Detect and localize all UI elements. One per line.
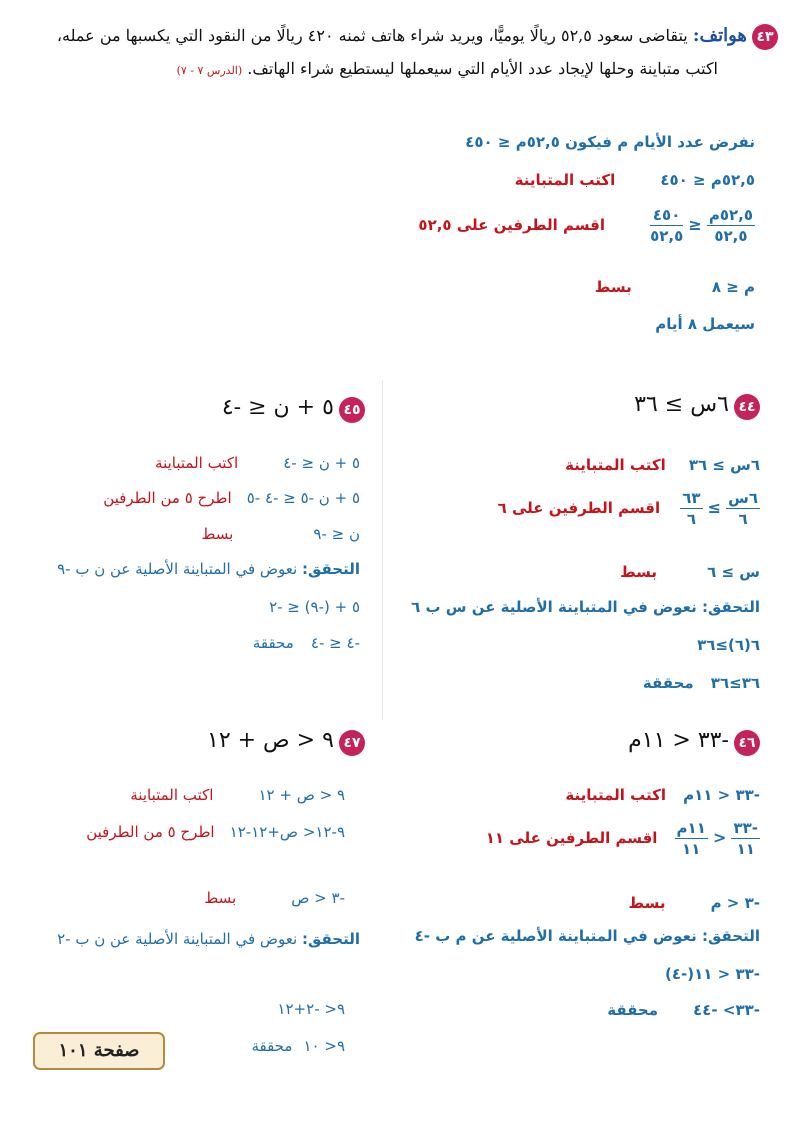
- p44-step2-note: اقسم الطرفين على ٦: [497, 499, 661, 517]
- problem-43-line2-row: [18, 54, 778, 86]
- p44-check-math: ٣٦≥٣٦: [710, 674, 760, 692]
- p46-step2-left-fraction: [731, 818, 760, 859]
- fraction-numerator: ٥٢,٥م: [708, 206, 753, 224]
- p47-step2-note: اطرح ٥ من الطرفين: [86, 823, 215, 841]
- problem-44-title-row: [634, 392, 760, 420]
- p43-step3-math: م ≤ ٨: [711, 278, 755, 296]
- p46-step1: [565, 785, 760, 804]
- problem-number-badge: ٤٦: [734, 730, 760, 756]
- p43-step3-note: بسط: [594, 278, 632, 296]
- p43-step2: [55, 205, 755, 246]
- lesson-reference: (الدرس ٧ - ٧): [176, 64, 243, 77]
- fraction-numerator: ٤٥٠: [650, 205, 683, 226]
- problem-43-line1: يتقاضى سعود ٥٢,٥ ريالًا يوميًّا، ويريد شراء هاتف ثمنه ٤٢٠ ريالًا من النقود التي يكسبها من عمله،: [56, 26, 688, 45]
- problem-47-title: ٩ < ص + ١٢: [207, 728, 334, 753]
- check-label: التحقق:: [701, 927, 760, 945]
- p44-step2: [498, 488, 760, 529]
- problem-47-title-row: [207, 728, 365, 756]
- p46-step1-math: -٣٣ < ١١م: [683, 786, 760, 804]
- p45-step3-math: ن ≤ -٩: [313, 525, 360, 543]
- p43-step2-right-fraction: [650, 205, 683, 246]
- check-label: التحقق:: [301, 560, 360, 578]
- p46-step1-note: اكتب المتباينة: [565, 786, 667, 804]
- p47-step3-math: -٣ < ص: [291, 889, 345, 907]
- relation-symbol: ≤: [688, 215, 702, 234]
- p45-step1-math: ٥ + ن ≤ -٤: [283, 454, 360, 472]
- p44-check-note: محققة: [642, 674, 694, 692]
- p47-check: [20, 925, 360, 953]
- p44-step3: [620, 562, 760, 581]
- p44-step2-right-fraction: [680, 488, 702, 529]
- check-text: نعوض في المتباينة الأصلية عن ن ب -٢: [57, 930, 298, 948]
- problem-number-badge: ٤٥: [339, 397, 365, 423]
- check-text: نعوض في المتباينة الأصلية عن س ب ٦: [411, 598, 697, 616]
- p43-step1-note: اكتب المتباينة: [514, 171, 616, 189]
- p46-step3: [629, 893, 760, 912]
- fraction-denominator: ١١: [682, 840, 701, 858]
- problem-43-statement: [18, 18, 778, 54]
- p47-step1-math: ٩ < ص + ١٢: [258, 786, 345, 804]
- problem-number-badge: ٤٤: [734, 394, 760, 420]
- p45-check: [57, 560, 360, 578]
- problem-45-title: ٥ + ن ≤ -٤: [221, 395, 334, 420]
- p44-step3-note: بسط: [620, 563, 658, 581]
- p45-step2-math: ٥ + ن -٥ ≤ -٤ -٥: [246, 489, 360, 507]
- p44-check-line1: ٦(٦)≥٣٦: [697, 636, 760, 654]
- p45-check-line1: ٥ + (-٩) ≤ -٢: [269, 598, 360, 616]
- p47-check-math: ٩< ١٠: [303, 1037, 345, 1055]
- p46-check-line1: -٣٣ < ١١(-٤): [665, 965, 760, 983]
- problem-number-badge: ٤٧: [339, 730, 365, 756]
- p43-step2-left-fraction: [707, 205, 755, 246]
- fraction-denominator: ٦: [686, 510, 696, 528]
- fraction-denominator: ٥٢,٥: [650, 227, 684, 245]
- p44-step3-math: س ≥ ٦: [707, 563, 760, 581]
- p44-check: [411, 598, 760, 616]
- problem-43-line2: اكتب متباينة وحلها لإيجاد عدد الأيام التي سيعملها ليستطيع شراء الهاتف.: [247, 59, 718, 78]
- p44-check-line2: [643, 673, 760, 692]
- p44-step1-math: ٦س ≥ ٣٦: [688, 456, 760, 474]
- p43-conclusion: سيعمل ٨ أيام: [655, 315, 755, 333]
- p46-step2-note: اقسم الطرفين على ١١: [485, 829, 658, 847]
- p46-check-math: -٣٣> -٤٤: [693, 1001, 760, 1019]
- p45-step3: [202, 524, 361, 543]
- problem-46-title-row: [628, 728, 760, 756]
- fraction-denominator: ٦: [738, 510, 748, 528]
- p45-check-line2: [253, 633, 360, 652]
- p43-assumption: نفرض عدد الأيام م فيكون ٥٢,٥م ≤ ٤٥٠: [465, 133, 755, 151]
- relation-symbol: <: [712, 828, 727, 847]
- p44-step2-left-fraction: [726, 488, 760, 529]
- relation-symbol: ≥: [707, 498, 722, 517]
- p45-step2: [103, 488, 360, 507]
- p46-check-line2: [607, 1000, 760, 1019]
- p43-step1: [55, 170, 755, 189]
- problem-43-label: هواتف:: [692, 25, 747, 46]
- p44-step1-note: اكتب المتباينة: [565, 456, 666, 474]
- p43-step2-note: اقسم الطرفين على ٥٢,٥: [418, 216, 605, 234]
- problem-43-header: [18, 18, 778, 86]
- p47-step1: [130, 785, 345, 804]
- p46-step2: [486, 818, 760, 859]
- p46-check-note: محققة: [607, 1001, 659, 1019]
- p46-step3-note: بسط: [628, 894, 666, 912]
- p47-step2-math: ٩-١٢< ص+١٢-١٢: [229, 823, 345, 841]
- check-label: التحقق:: [301, 930, 360, 948]
- p46-step2-right-fraction: [675, 818, 708, 859]
- p45-check-note: محققة: [252, 634, 294, 652]
- column-divider: [382, 380, 383, 720]
- p47-check-line2: [251, 1036, 345, 1055]
- p47-check-note: محققة: [251, 1037, 293, 1055]
- p47-step1-note: اكتب المتباينة: [130, 786, 214, 804]
- fraction-numerator: ٦٣: [682, 489, 701, 507]
- check-text: نعوض في المتباينة الأصلية عن ن ب -٩: [57, 560, 298, 578]
- fraction-numerator: ٦س: [728, 489, 758, 507]
- check-text: نعوض في المتباينة الأصلية عن م ب -٤: [414, 927, 697, 945]
- p45-check-math: -٤ ≤ -٤: [310, 634, 360, 652]
- p44-step1: [565, 455, 760, 474]
- problem-46-title: -٣٣ < ١١م: [628, 728, 729, 753]
- p45-step2-note: اطرح ٥ من الطرفين: [103, 489, 232, 507]
- problem-45-title-row: [222, 395, 365, 423]
- p43-step3: [55, 277, 755, 296]
- p45-step1-note: اكتب المتباينة: [155, 454, 239, 472]
- p47-check-line1: ٩< -٢+١٢: [277, 1000, 345, 1018]
- fraction-denominator: ٥٢,٥: [714, 227, 748, 245]
- problem-44-title: ٦س ≥ ٣٦: [634, 392, 729, 417]
- check-label: التحقق:: [701, 598, 760, 616]
- fraction-denominator: ١١: [736, 840, 755, 858]
- p46-check: [415, 927, 760, 945]
- p47-step2: [25, 818, 345, 846]
- fraction-numerator: -٣٣: [733, 819, 758, 837]
- p47-step3: [204, 888, 345, 907]
- p46-step3-math: -٣ < م: [710, 894, 760, 912]
- problem-number-badge: ٤٣: [752, 24, 778, 50]
- p45-step1: [155, 453, 360, 472]
- p45-step3-note: بسط: [201, 525, 234, 543]
- p47-step3-note: بسط: [204, 889, 237, 907]
- p43-step1-math: ٥٢,٥م ≤ ٤٥٠: [660, 171, 755, 189]
- page-number-tag: صفحة ١٠١: [33, 1032, 165, 1070]
- fraction-numerator: ١١م: [676, 819, 706, 837]
